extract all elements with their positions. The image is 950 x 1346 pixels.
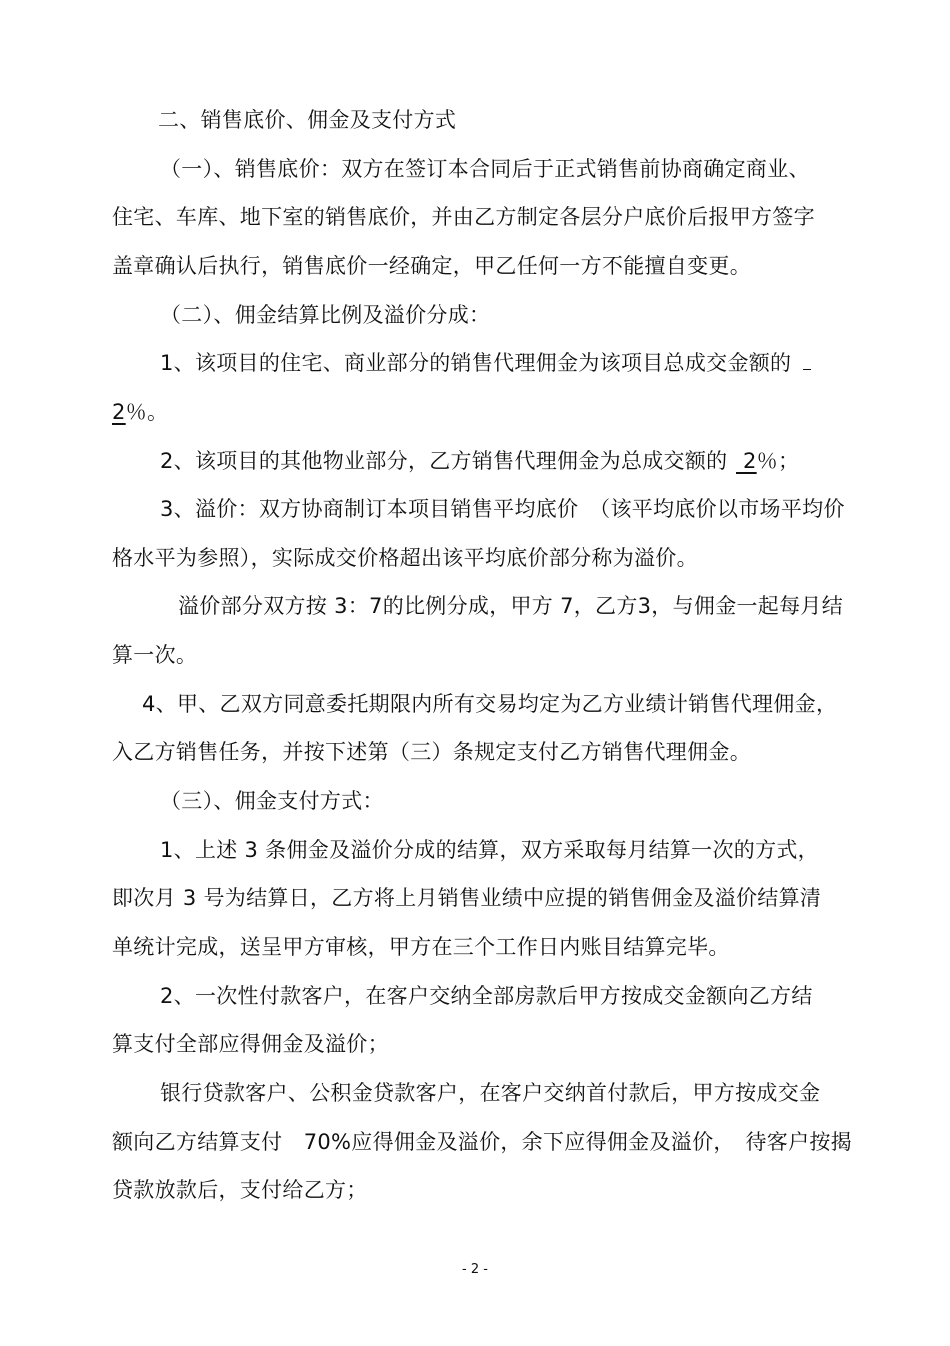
fill-value-rate2: 2 <box>742 449 757 473</box>
paragraph-line: 1、上述 3 条佣金及溢价分成的结算，双方采取每月结算一次的方式， <box>160 838 819 862</box>
paragraph-line: 单统计完成，送呈甲方审核，甲方在三个工作日内账目结算完毕。 <box>112 935 730 959</box>
paragraph-line: （一）、销售底价：双方在签订本合同后于正式销售前协商确定商业、 <box>160 157 810 181</box>
fill-value-rate1: 2 <box>112 400 126 424</box>
paragraph-line: 2、该项目的其他物业部分，乙方销售代理佣金为总成交额的 <box>160 449 728 473</box>
section-heading: 二、销售底价、佣金及支付方式 <box>158 108 457 132</box>
paragraph-line: 额向乙方结算支付 70%应得佣金及溢价，余下应得佣金及溢价， 待客户按揭 <box>112 1130 852 1154</box>
subsection-heading: （二）、佣金结算比例及溢价分成： <box>160 303 491 327</box>
paragraph-line: 盖章确认后执行，销售底价一经确定，甲乙任何一方不能擅自变更。 <box>112 254 751 278</box>
subsection-heading: （三）、佣金支付方式： <box>160 789 384 813</box>
fill-blank <box>803 349 811 377</box>
paragraph-line: 2％。 <box>112 400 169 424</box>
paragraph-line: 住宅、车库、地下室的销售底价，并由乙方制定各层分户底价后报甲方签字 <box>112 205 815 229</box>
paragraph-line: 入乙方销售任务，并按下述第（三）条规定支付乙方销售代理佣金。 <box>112 740 751 764</box>
paragraph-line: 溢价部分双方按 3：7的比例分成，甲方 7，乙方3，与佣金一起每月结 <box>178 594 843 618</box>
paragraph-line: 1、该项目的住宅、商业部分的销售代理佣金为该项目总成交金额的 <box>160 351 792 375</box>
paragraph-line: 格水平为参照），实际成交价格超出该平均底价部分称为溢价。 <box>112 546 698 570</box>
paragraph-line: 即次月 3 号为结算日，乙方将上月销售业绩中应提的销售佣金及溢价结算清 <box>112 886 822 910</box>
paragraph-line: 贷款放款后，支付给乙方； <box>112 1178 368 1202</box>
paragraph-line: 银行贷款客户、公积金贷款客户，在客户交纳首付款后，甲方按成交金 <box>160 1081 821 1105</box>
paragraph-line: 算支付全部应得佣金及溢价； <box>112 1032 389 1056</box>
paragraph-line: 4、甲、乙双方同意委托期限内所有交易均定为乙方业绩计销售代理佣金， <box>142 692 838 716</box>
page-number: - 2 - <box>462 1262 488 1277</box>
paragraph-line: 2、一次性付款客户，在客户交纳全部房款后甲方按成交金额向乙方结 <box>160 984 813 1008</box>
paragraph-line: 3、溢价：双方协商制订本项目销售平均底价 （该平均底价以市场平均价 <box>160 497 845 521</box>
paragraph-line: 算一次。 <box>112 643 198 667</box>
paragraph-line: 2％； <box>736 447 799 475</box>
